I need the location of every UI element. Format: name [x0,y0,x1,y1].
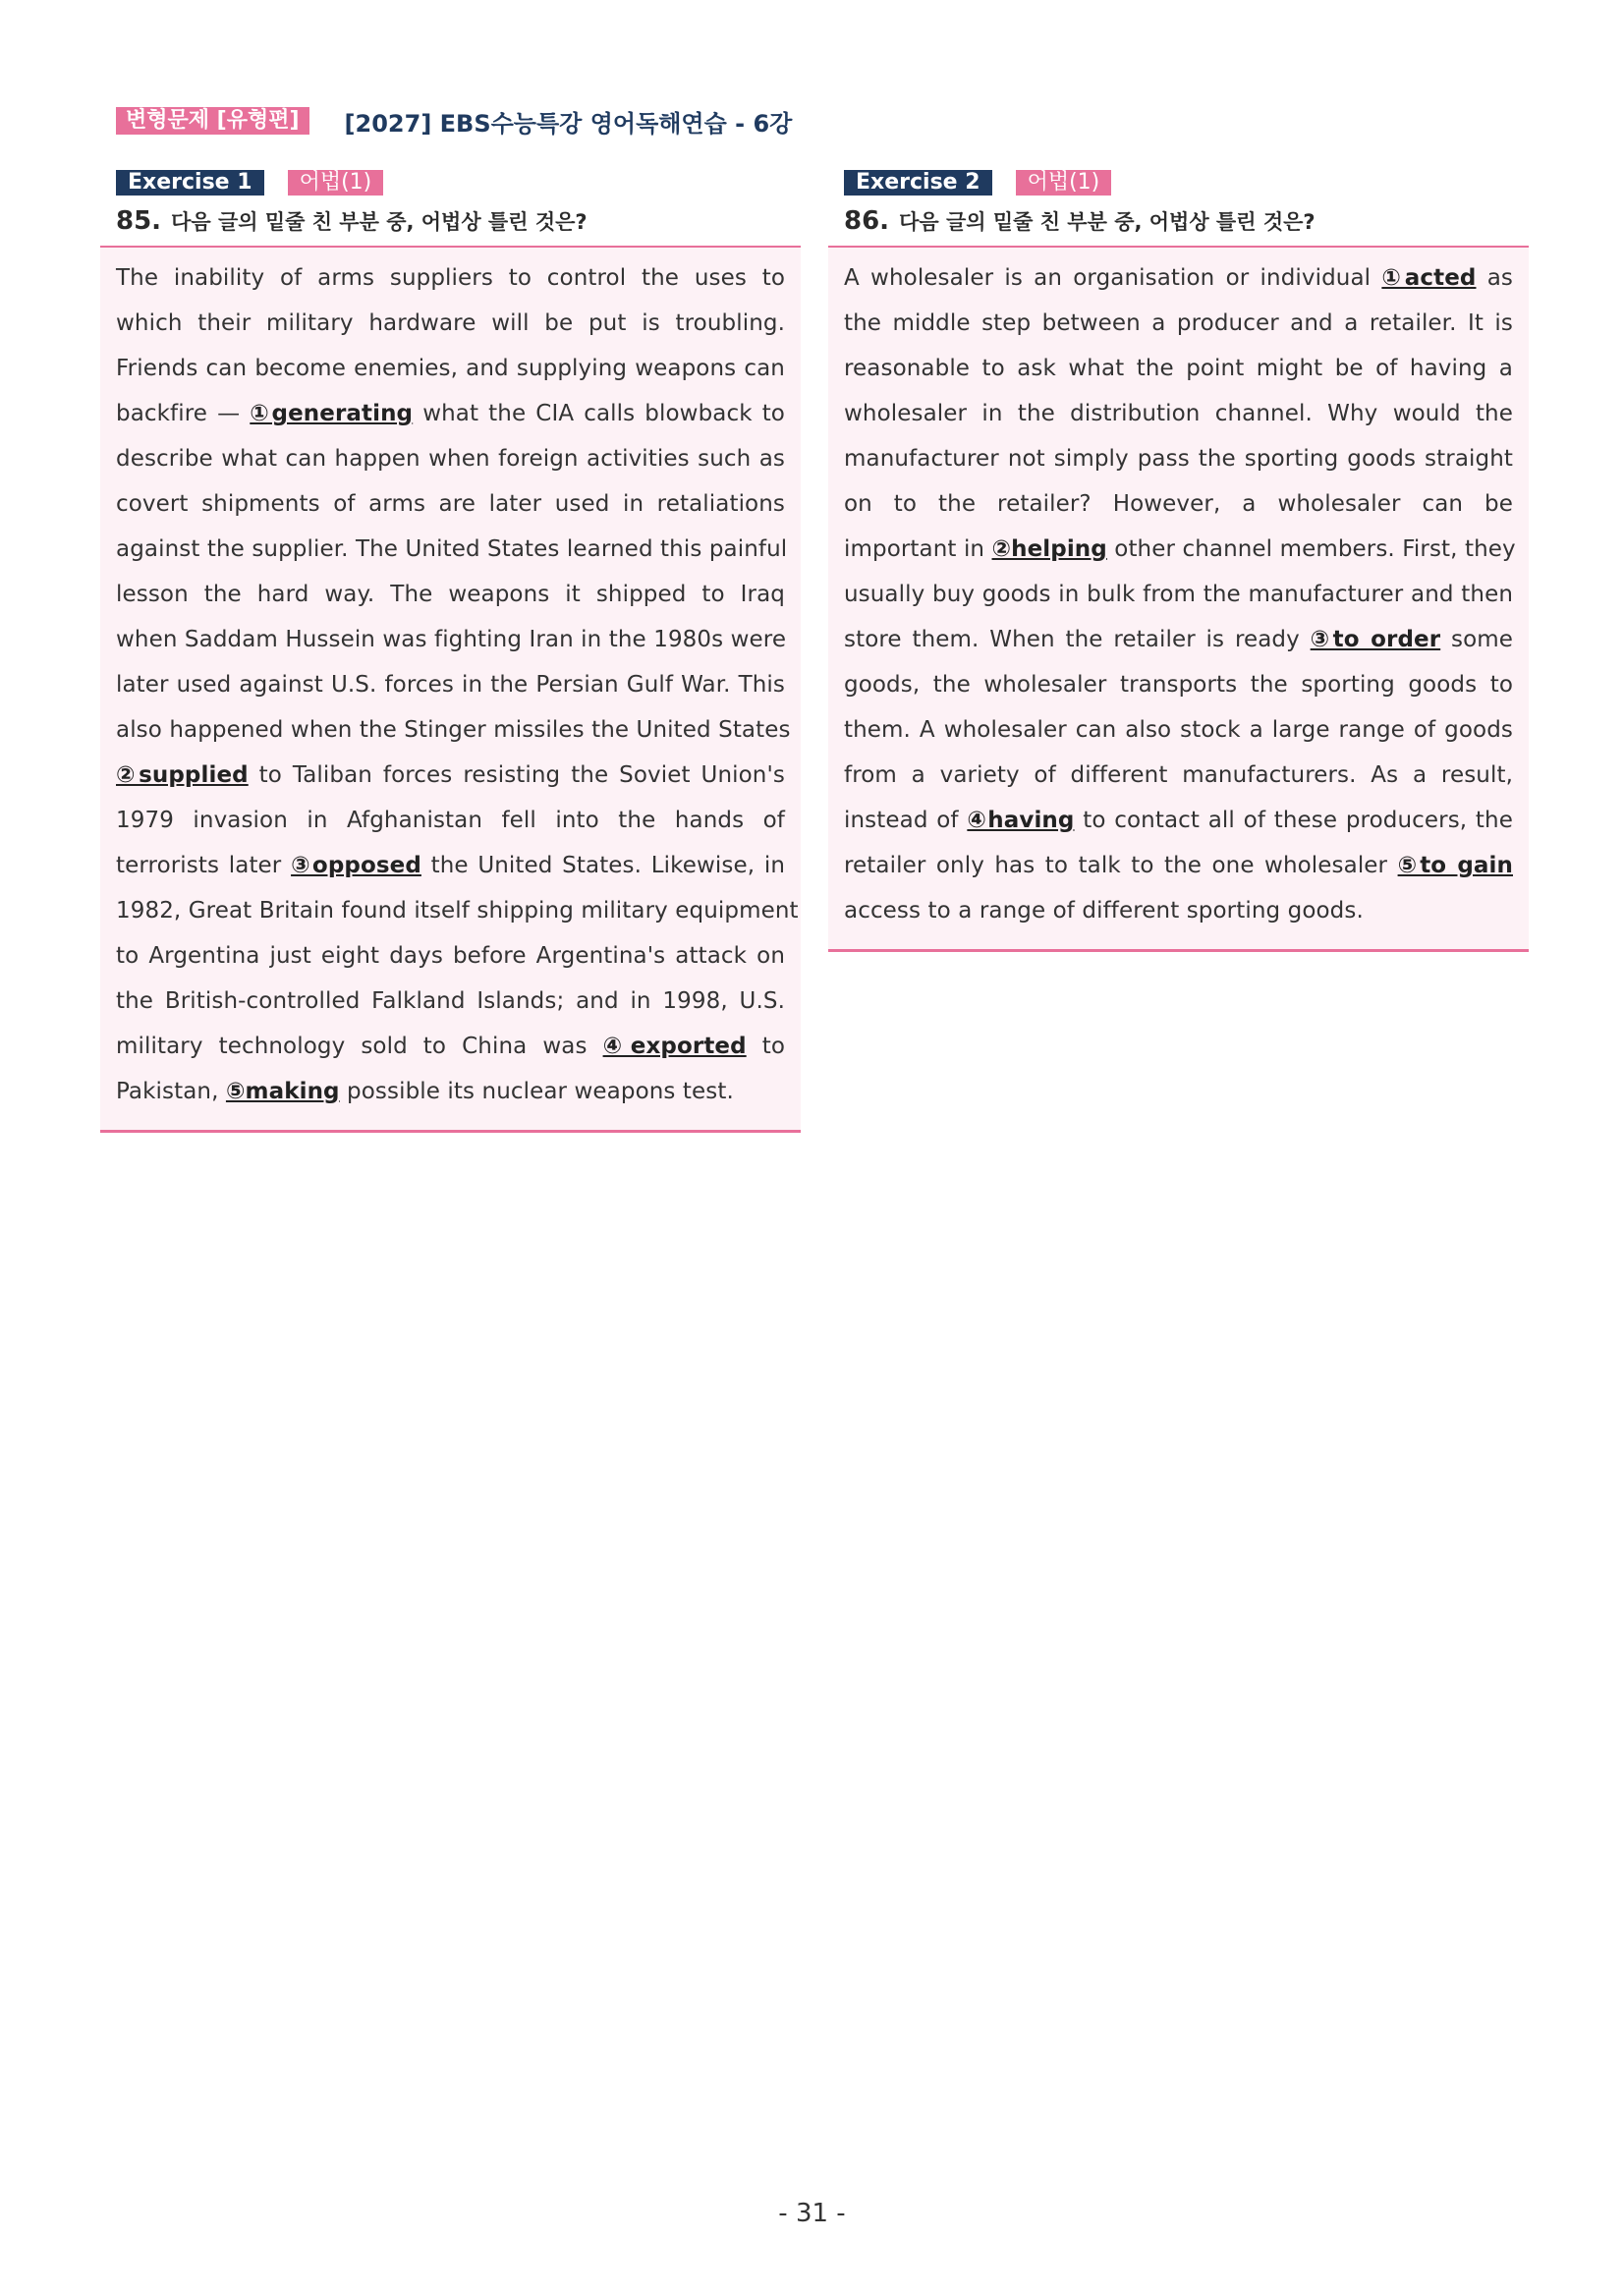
passage-line: goods, the wholesaler transports the sporting goods to [844,672,1513,698]
passage-line: military technology sold to China was ④exported to [116,1034,785,1059]
passage-line: usually buy goods in bulk from the manufacturer and then [844,582,1513,607]
underlined-choice: ③opposed [291,853,421,878]
underlined-choice: ①generating [250,401,414,426]
passage-line: describe what can happen when foreign activities such as [116,446,785,472]
passage-1 [100,246,801,1133]
passage-line: against the supplier. The United States learned this painful [116,536,788,562]
passage-line: Pakistan, ⑤making possible its nuclear weapons test. [116,1079,734,1104]
underlined-choice: ④having [967,808,1075,833]
exercise-1-label [100,169,801,196]
passage-line: Friends can become enemies, and supplying weapons can [116,356,785,381]
exercise-category: 어법(1) [1016,170,1112,196]
page-header [116,104,792,138]
question-text: 다음 글의 밑줄 친 부분 중, 어법상 틀린 것은? [899,210,1316,234]
passage-line: on to the retailer? However, a wholesaler can be [844,491,1513,517]
passage-line: ②supplied to Taliban forces resisting the Soviet Union's [116,762,785,788]
underlined-choice: ⑤making [225,1079,340,1104]
passage-line: 1982, Great Britain found itself shipping military equipment [116,898,799,924]
passage-line: The inability of arms suppliers to control the uses to [116,265,785,291]
passage-line: lesson the hard way. The weapons it shipped to Iraq [116,582,785,607]
passage-line: important in ②helping other channel members. First, they [844,536,1516,562]
passage-line: reasonable to ask what the point might be of having a [844,356,1513,381]
exercise-1 [100,169,801,1133]
question-text: 다음 글의 밑줄 친 부분 중, 어법상 틀린 것은? [171,210,588,234]
question-2 [828,196,1529,246]
underlined-choice: ③to order [1310,627,1441,652]
underlined-choice: ②helping [991,536,1107,562]
exercise-2 [828,169,1529,952]
passage-line: store them. When the retailer is ready ③to order some [844,627,1514,652]
header-tag: 변형문제 [유형편] [116,107,309,135]
passage-line: to Argentina just eight days before Argentina's attack on [116,943,785,969]
passage-line: the British-controlled Falkland Islands; and in 1998, U.S. [116,988,785,1014]
underlined-choice: ②supplied [116,762,249,788]
exercise-category: 어법(1) [288,170,384,196]
underlined-choice: ④exported [602,1034,747,1059]
passage-line: which their military hardware will be put is troubling. [116,310,785,336]
underlined-choice: ⑤to gain [1397,853,1513,878]
exercise-badge: Exercise 1 [116,170,264,196]
passage-line: instead of ④having to contact all of these producers, the [844,808,1513,833]
passage-line: from a variety of different manufacturers. As a result, [844,762,1513,788]
passage-line: backfire — ①generating what the CIA calls blowback to [116,401,785,426]
passage-line: A wholesaler is an organisation or individual ①acted as [844,265,1513,291]
passage-line: 1979 invasion in Afghanistan fell into the hands of [116,808,785,833]
passage-line: wholesaler in the distribution channel. Why would the [844,401,1513,426]
passage-line: covert shipments of arms are later used in retaliations [116,491,785,517]
question-number: 85. [116,206,162,236]
underlined-choice: ①acted [1381,265,1477,291]
passage-line: when Saddam Hussein was fighting Iran in the 1980s were [116,627,787,652]
passage-line: later used against U.S. forces in the Persian Gulf War. This [116,672,785,698]
exercise-badge: Exercise 2 [844,170,992,196]
passage-line: them. A wholesaler can also stock a large range of goods [844,717,1513,743]
passage-line: also happened when the Stinger missiles the United States [116,717,791,743]
passage-line: terrorists later ③opposed the United States. Likewise, in [116,853,785,878]
passage-line: the middle step between a producer and a retailer. It is [844,310,1513,336]
passage-line: manufacturer not simply pass the sporting goods straight [844,446,1513,472]
passage-line: retailer only has to talk to the one wholesaler ⑤to gain [844,853,1513,878]
question-number: 86. [844,206,890,236]
page-number: - 31 - [778,2199,846,2228]
passage-line: access to a range of different sporting goods. [844,898,1364,924]
passage-2 [828,246,1529,952]
exercise-2-label [828,169,1529,196]
question-1 [100,196,801,246]
header-title: [2027] EBS수능특강 영어독해연습 - 6강 [344,109,793,138]
